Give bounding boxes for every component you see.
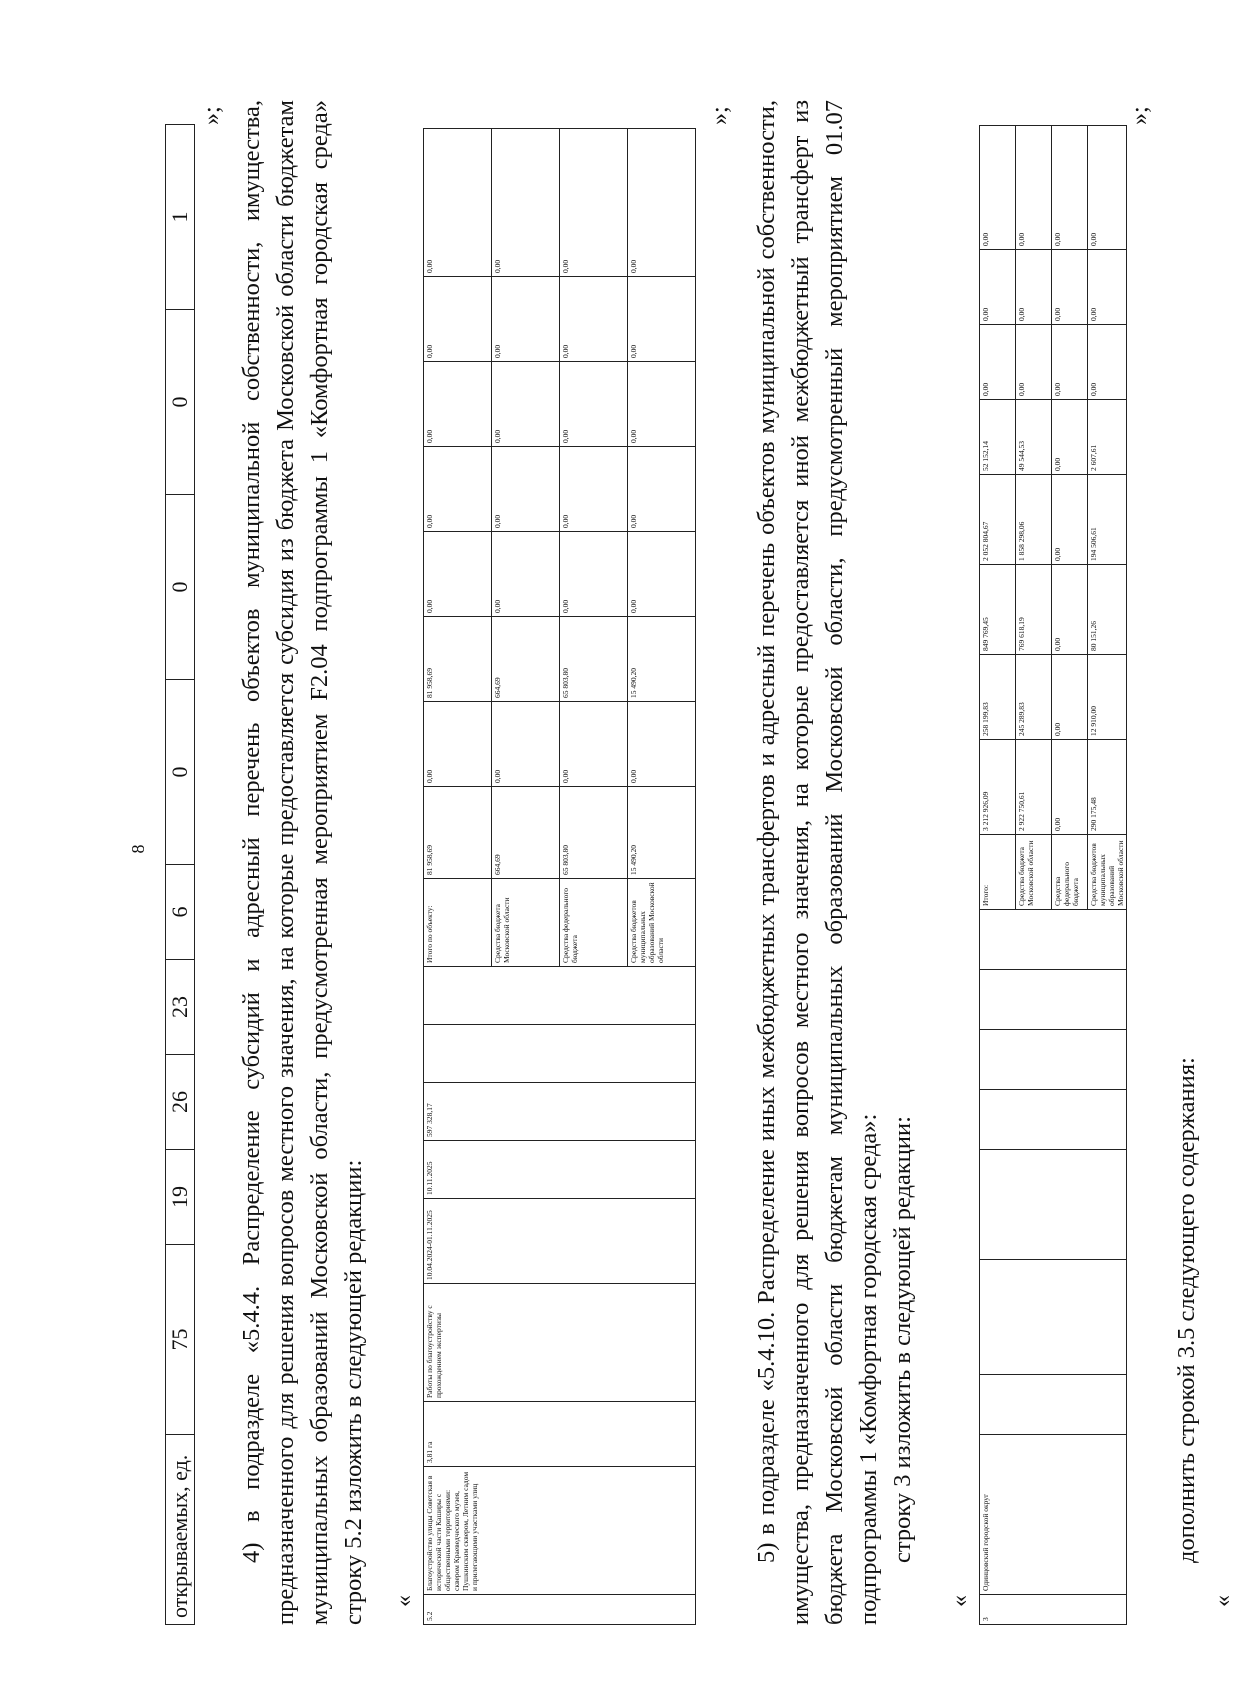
value-cell: 0,00	[1052, 565, 1088, 655]
value-cell: 290 175,48	[1088, 740, 1127, 835]
item-5-line3: строку 3 изложить в следующей редакции:	[889, 1116, 916, 1563]
funding-source: Средства бюджетов муниципальных образований Московской области	[1088, 835, 1127, 910]
value-cell: 849 769,45	[980, 565, 1016, 655]
value-cell: 0,00	[1088, 325, 1127, 400]
value-cell: 80 151,26	[1088, 565, 1127, 655]
value-cell: 0,00	[628, 447, 696, 532]
empty-cell	[980, 910, 1127, 970]
row-number: 5.2	[424, 1595, 696, 1625]
value-cell: 2 922 750,61	[1016, 740, 1052, 835]
top-cell: 1	[166, 125, 195, 310]
value-cell: 0,00	[628, 362, 696, 447]
page-number: 8	[128, 844, 148, 854]
empty-cell	[980, 970, 1127, 1030]
value-cell: 65 803,80	[560, 787, 628, 879]
value-cell: 52 152,14	[980, 400, 1016, 475]
value-cell: 65 803,80	[560, 617, 628, 702]
value-cell: 15 490,20	[628, 787, 696, 879]
value-cell: 0,00	[560, 277, 628, 362]
cost: 597 328,17	[424, 1083, 696, 1141]
value-cell: 0,00	[492, 447, 560, 532]
work-dates: 10.04.2024-01.11.2025	[424, 1199, 696, 1284]
value-cell: 0,00	[628, 702, 696, 787]
rotated-page-content	[165, 100, 1236, 1625]
closing-text: дополнить строкой 3.5 следующего содержания:	[1173, 1057, 1200, 1563]
value-cell: 0,00	[424, 532, 492, 617]
top-cell: открываемых, ед.	[166, 1435, 195, 1625]
table-row-3	[979, 125, 1127, 1625]
capacity: 3,81 га	[424, 1402, 696, 1467]
value-cell: 0,00	[560, 532, 628, 617]
value-cell: 2 607,61	[1088, 400, 1127, 475]
value-cell: 49 544,53	[1016, 400, 1052, 475]
value-cell: 12 910,00	[1088, 655, 1127, 740]
value-cell: 0,00	[560, 129, 628, 277]
value-cell: 0,00	[1052, 400, 1088, 475]
top-cell: 23	[166, 960, 195, 1055]
value-cell: 0,00	[628, 129, 696, 277]
value-cell: 0,00	[424, 447, 492, 532]
row-number: 3	[980, 1595, 1127, 1625]
item-5-text: 5) в подразделе «5.4.10. Распределение иных межбюджетных трансфертов и адресный перечень объектов муниципальной собственности, имущества, предназначенного для решения вопросов местного значения, на которые предоставляется иной межбюджетный трансферт из бюджета Московской области бюджетам муниципальных образований Московской области, предусмотренный мероприятием 01.07 подпрограммы 1 «Комфортная городская среда»:	[753, 100, 882, 1625]
value-cell: 769 618,19	[1016, 565, 1052, 655]
value-cell: 194 506,61	[1088, 475, 1127, 565]
table-row	[980, 126, 1016, 1625]
table-row	[424, 129, 492, 1625]
value-cell: 0,00	[1052, 740, 1088, 835]
top-cell: 0	[166, 310, 195, 495]
object-name: Благоустройство улицы Советская в исторической части Каширы с общественными территориями: сквером Краеведческого музея, Пушкинским сквером, Летним садом и прилегающими участками улиц	[424, 1467, 696, 1595]
value-cell: 0,00	[492, 362, 560, 447]
empty-cell	[980, 1375, 1127, 1435]
value-cell: 0,00	[1016, 250, 1052, 325]
empty-cell	[424, 967, 696, 1025]
empty-cell	[980, 1090, 1127, 1150]
value-cell: 2 052 804,67	[980, 475, 1016, 565]
item-4-paragraph	[235, 100, 371, 1625]
value-cell: 0,00	[424, 362, 492, 447]
top-cell: 19	[166, 1150, 195, 1245]
open-date: 10.11.2025	[424, 1141, 696, 1199]
funding-source: Средства бюджета Московской области	[492, 879, 560, 967]
value-cell: 0,00	[980, 325, 1016, 400]
value-cell: 664,69	[492, 787, 560, 879]
value-cell: 0,00	[424, 702, 492, 787]
value-cell: 0,00	[1088, 126, 1127, 250]
value-cell: 0,00	[1052, 655, 1088, 740]
value-cell: 0,00	[560, 447, 628, 532]
value-cell: 0,00	[492, 702, 560, 787]
value-cell: 0,00	[1088, 250, 1127, 325]
opening-quote: «	[1210, 1595, 1236, 1607]
value-cell: 0,00	[492, 129, 560, 277]
top-cell: 6	[166, 865, 195, 960]
funding-source: Средства бюджетов муниципальных образований Московской области	[628, 879, 696, 967]
value-cell: 0,00	[560, 362, 628, 447]
item-4-text: 4) в подразделе «5.4.4. Распределение субсидий и адресный перечень объектов муниципальной собственности, имущества, предназначенного для решения вопросов местного значения, на которые предоставляется субсидия из бюджета Московской области бюджетам муниципальных образований Московской области, предусмотренная мероприятием F2.04 подпрограммы 1 «Комфортная городская среда» строку 5.2 изложить в следующей редакции:	[238, 100, 367, 1625]
value-cell: 0,00	[492, 532, 560, 617]
value-cell: 0,00	[1052, 325, 1088, 400]
value-cell: 0,00	[1016, 325, 1052, 400]
value-cell: 81 958,69	[424, 787, 492, 879]
work-type: Работы по благоустройству с прохождением экспертизы	[424, 1284, 696, 1402]
value-cell: 0,00	[980, 250, 1016, 325]
value-cell: 0,00	[980, 126, 1016, 250]
value-cell: 664,69	[492, 617, 560, 702]
value-cell: 15 490,20	[628, 617, 696, 702]
top-cell: 75	[166, 1245, 195, 1435]
empty-cell	[980, 1260, 1127, 1375]
closing-quote: »;	[1127, 106, 1153, 125]
value-cell: 0,00	[424, 277, 492, 362]
value-cell: 0,00	[1052, 475, 1088, 565]
value-cell: 0,00	[628, 277, 696, 362]
value-cell: 0,00	[1052, 126, 1088, 250]
value-cell: 0,00	[1016, 126, 1052, 250]
top-table-fragment	[165, 124, 195, 1625]
value-cell: 258 199,83	[980, 655, 1016, 740]
top-cell: 0	[166, 680, 195, 865]
funding-source: Средства федерального бюджета	[1052, 835, 1088, 910]
funding-source: Итого по объекту:	[424, 879, 492, 967]
empty-cell	[980, 1030, 1127, 1090]
value-cell: 0,00	[424, 129, 492, 277]
value-cell: 0,00	[1052, 250, 1088, 325]
value-cell: 3 212 926,09	[980, 740, 1016, 835]
closing-quote: »;	[199, 106, 225, 125]
funding-source: Итого:	[980, 835, 1016, 910]
value-cell: 0,00	[492, 277, 560, 362]
object-name: Одинцовский городской округ	[980, 1435, 1127, 1595]
value-cell: 245 289,83	[1016, 655, 1052, 740]
value-cell: 1 858 298,06	[1016, 475, 1052, 565]
opening-quote: «	[947, 1595, 973, 1607]
empty-cell	[980, 1150, 1127, 1260]
closing-quote: »;	[707, 106, 733, 125]
top-cell: 0	[166, 495, 195, 680]
funding-source: Средства федерального бюджета	[560, 879, 628, 967]
value-cell: 0,00	[560, 702, 628, 787]
item-5-paragraph	[750, 100, 920, 1625]
table-row-5-2	[423, 128, 696, 1625]
closing-paragraph	[1170, 100, 1204, 1625]
value-cell: 81 958,69	[424, 617, 492, 702]
opening-quote: «	[391, 1595, 417, 1607]
empty-cell	[424, 1025, 696, 1083]
top-cell: 26	[166, 1055, 195, 1150]
funding-source: Средства бюджета Московской области	[1016, 835, 1052, 910]
value-cell: 0,00	[628, 532, 696, 617]
